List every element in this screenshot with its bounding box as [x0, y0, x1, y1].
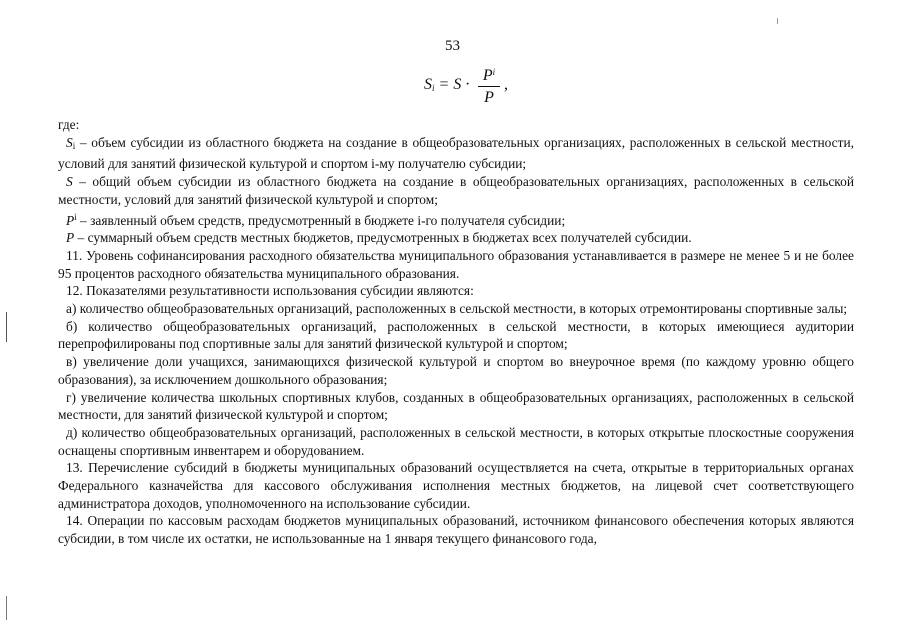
definition-p — [58, 229, 854, 247]
formula-lhs — [424, 76, 469, 94]
formula-lhs-symbol: S — [424, 76, 432, 93]
paragraph-13: 13. Перечисление субсидий в бюджеты муниципальных образований осуществляется на счета, открытые в территориальных органах Федерального казначейства для кассового обслуживания исполнения местных бюджетов, на лицевой счет соответствующего администратора доходов, уполномоченного на использование субсидии. — [58, 460, 854, 511]
paragraph-12-a: а) количество общеобразовательных организаций, расположенных в сельской местности, в которых отремонтированы спортивные залы; — [66, 301, 848, 317]
formula-lhs-subscript: i — [432, 83, 435, 93]
definition-text: – заявленный объем средств, предусмотренный в бюджете i-го получателя субсидии; — [76, 212, 566, 228]
definition-symbol: S — [66, 174, 73, 190]
formula-numerator-symbol: P — [482, 67, 493, 84]
definition-text: – общий объем субсидии из областного бюджета на создание в общеобразовательных организациях, расположенных в сельской местности, условий для занятий физической культурой и спортом; — [58, 174, 854, 207]
definition-symbol: P — [66, 212, 75, 228]
paragraph-11: 11. Уровень софинансирования расходного обязательства муниципального образования устанавливается в размере не менее 5 и не более 95 процентов расходного обязательства муниципального образования. — [58, 247, 854, 281]
formula-denominator: P — [484, 89, 494, 106]
where-label: где: — [58, 117, 80, 132]
paragraph-14: 14. Операции по кассовым расходам бюджетов муниципальных образований, источником финансового обеспечения которых являются субсидии, в том числе их остатки, не использованные на 1 января текущего финансового года, — [58, 513, 854, 547]
document-body — [58, 116, 854, 548]
scan-mark — [777, 18, 778, 24]
definition-subscript: i — [72, 140, 76, 151]
definition-text: – суммарный объем средств местных бюджетов, предусмотренных в бюджетах всех получателей субсидии. — [74, 230, 692, 246]
definition-si — [58, 134, 854, 173]
paragraph-12-g: г) увеличение количества школьных спортивных клубов, созданных в общеобразовательных организациях, расположенных в сельской местности, для занятий физической культурой и спортом; — [58, 389, 854, 423]
definition-symbol: S — [66, 134, 73, 150]
paragraph-12-d: д) количество общеобразовательных организаций, расположенных в сельской местности, в которых открытые плоскостные сооружения оснащены спортивным инвентарем и оборудованием. — [58, 424, 854, 458]
definition-s — [58, 173, 854, 208]
definition-text: – объем субсидии из областного бюджета на создание в общеобразовательных организациях, расположенных в сельской местности, условий для занятий физической культурой и спортом i-му получателю субсидии; — [58, 134, 854, 172]
scan-margin-line — [6, 312, 7, 342]
scan-margin-line — [6, 596, 7, 620]
formula-numerator — [478, 62, 500, 87]
formula-comma: , — [504, 76, 508, 93]
paragraph-12-b: б) количество общеобразовательных организаций, расположенных в сельской местности, в которых имеющиеся аудитории перепрофилированы под спортивные залы для занятий физической культурой и спортом; — [58, 318, 854, 352]
definition-superscript: i — [74, 211, 77, 222]
paragraph-12-v: в) увеличение доли учащихся, занимающихся физической культурой и спортом во внеурочное время (по каждому уровню общего образования), за исключением дошкольного образования; — [58, 354, 854, 387]
page-number: 53 — [445, 38, 460, 54]
formula-equals-times: = S · — [434, 76, 470, 93]
paragraph-12: 12. Показателями результативности использования субсидии являются: — [66, 283, 474, 299]
formula-fraction — [478, 62, 500, 109]
definition-pi — [58, 209, 854, 230]
formula-numerator-superscript: i — [492, 67, 496, 77]
definition-symbol: P — [66, 230, 75, 246]
